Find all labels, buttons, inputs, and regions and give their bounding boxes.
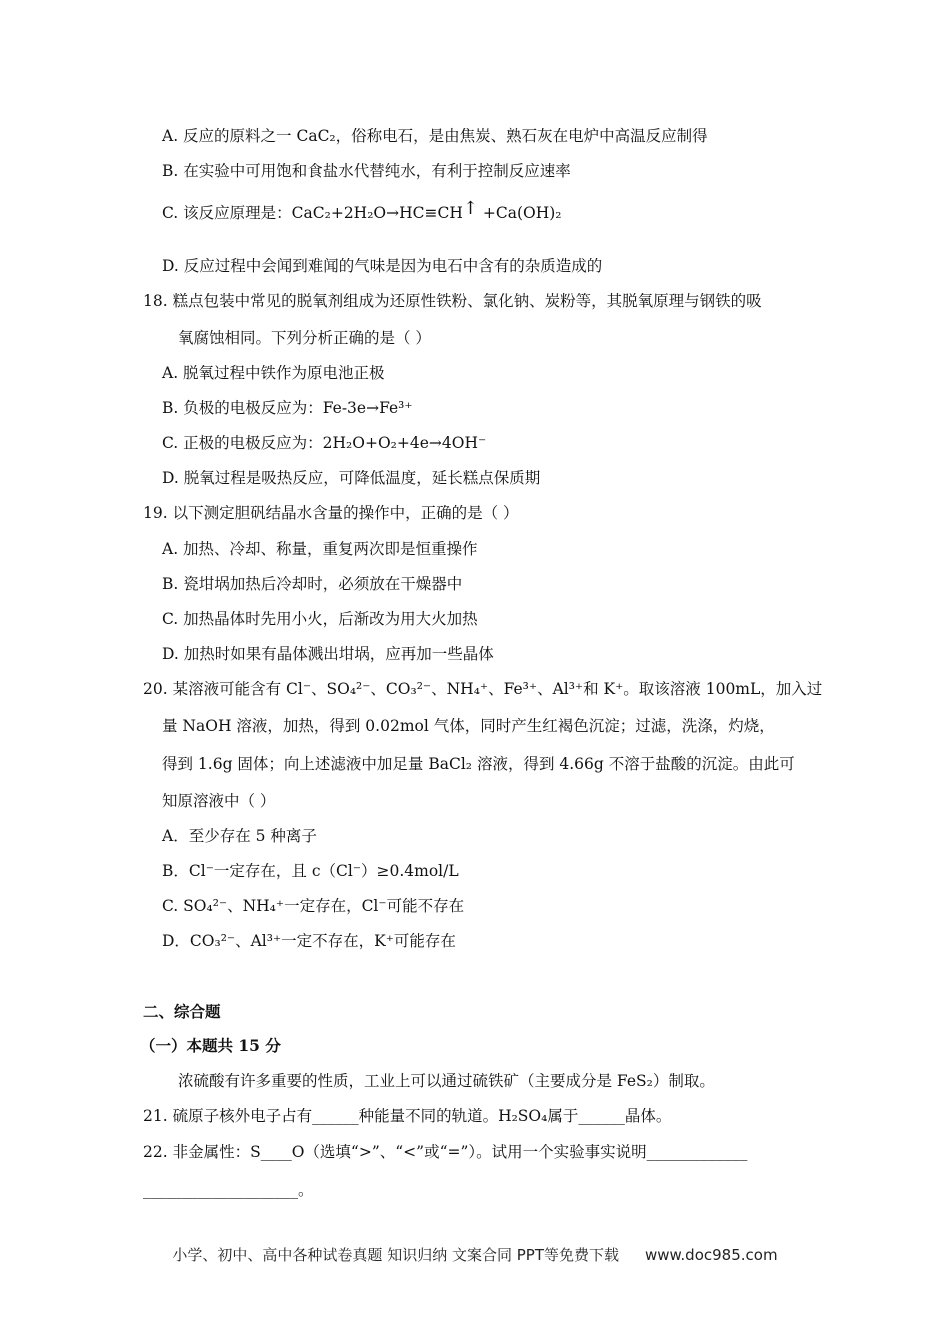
q18-stem: 18. 糕点包装中常见的脱氧剂组成为还原性铁粉、氯化钠、炭粉等，其脱氧原理与钢铁的吸	[143, 292, 762, 310]
q18-option-d: D. 脱氧过程是吸热反应，可降低温度，延长糕点保质期	[162, 469, 541, 487]
section-intro: 浓硫酸有许多重要的性质，工业上可以通过硫铁矿（主要成分是 FeS₂）制取。	[178, 1072, 715, 1090]
q19-option-d: D. 加热时如果有晶体溅出坩埚，应再加一些晶体	[162, 645, 494, 663]
section-title: 二、综合题	[143, 1002, 221, 1021]
q21-text: 21. 硫原子核外电子占有______种能量不同的轨道。H₂SO₄属于______晶体。	[143, 1107, 672, 1125]
q20-stem-line3: 得到 1.6g 固体；向上述滤液中加足量 BaCl₂ 溶液，得到 4.66g 不溶于盐酸的沉淀。由此可	[162, 755, 795, 773]
q18-stem-cont: 氧腐蚀相同。下列分析正确的是（ ）	[178, 329, 431, 347]
q20-option-b: B．Cl⁻一定存在，且 c（Cl⁻）≥0.4mol/L	[162, 862, 459, 880]
q20-option-c: C. SO₄²⁻、NH₄⁺一定存在，Cl⁻可能不存在	[162, 897, 465, 915]
q19-option-b: B. 瓷坩埚加热后冷却时，必须放在干燥器中	[162, 575, 463, 593]
q17-option-c	[162, 198, 562, 223]
q18-option-a: A. 脱氧过程中铁作为原电池正极	[162, 364, 385, 382]
q17-option-c-text: C. 该反应原理是：CaC₂+2H₂O→HC≡CH	[162, 204, 463, 222]
q20-stem-line2: 量 NaOH 溶液，加热，得到 0.02mol 气体，同时产生红褐色沉淀；过滤，洗涤，灼烧，	[162, 717, 775, 735]
q19-stem: 19. 以下测定胆矾结晶水含量的操作中，正确的是（ ）	[143, 504, 519, 522]
q19-option-c: C. 加热晶体时先用小火，后渐改为用大火加热	[162, 610, 478, 628]
q17-option-c-tail: +Ca(OH)₂	[477, 204, 562, 222]
q20-stem: 20. 某溶液可能含有 Cl⁻、SO₄²⁻、CO₃²⁻、NH₄⁺、Fe³⁺、Al³⁺和 K⁺。取该溶液 100mL，加入过	[143, 680, 823, 698]
gas-arrow-icon: ↑	[462, 198, 478, 219]
footer-text: 小学、初中、高中各种试卷真题 知识归纳 文案合同 PPT等免费下载	[172, 1246, 619, 1264]
q17-option-d: D. 反应过程中会闻到难闻的气味是因为电石中含有的杂质造成的	[162, 257, 603, 275]
q18-option-c: C. 正极的电极反应为：2H₂O+O₂+4e→4OH⁻	[162, 434, 487, 452]
q22-text: 22. 非金属性：S____O（选填“>”、“<”或“=”）。试用一个实验事实说明_____________	[143, 1143, 748, 1161]
q20-option-a: A．至少存在 5 种离子	[162, 827, 317, 845]
q19-option-a: A. 加热、冷却、称量，重复两次即是恒重操作	[162, 540, 478, 558]
q20-stem-line4: 知原溶液中（ ）	[162, 792, 276, 810]
section-subtitle: （一）本题共 15 分	[140, 1036, 281, 1055]
q22-text-cont: ____________________。	[143, 1181, 314, 1199]
q20-option-d: D．CO₃²⁻、Al³⁺一定不存在，K⁺可能存在	[162, 932, 456, 950]
q18-option-b: B. 负极的电极反应为：Fe-3e→Fe³⁺	[162, 399, 413, 417]
q17-option-b: B. 在实验中可用饱和食盐水代替纯水，有利于控制反应速率	[162, 162, 571, 180]
footer-site-link[interactable]: www.doc985.com	[644, 1246, 778, 1264]
footer	[0, 1244, 950, 1265]
q17-option-a: A. 反应的原料之一 CaC₂，俗称电石，是由焦炭、熟石灰在电炉中高温反应制得	[162, 127, 708, 145]
